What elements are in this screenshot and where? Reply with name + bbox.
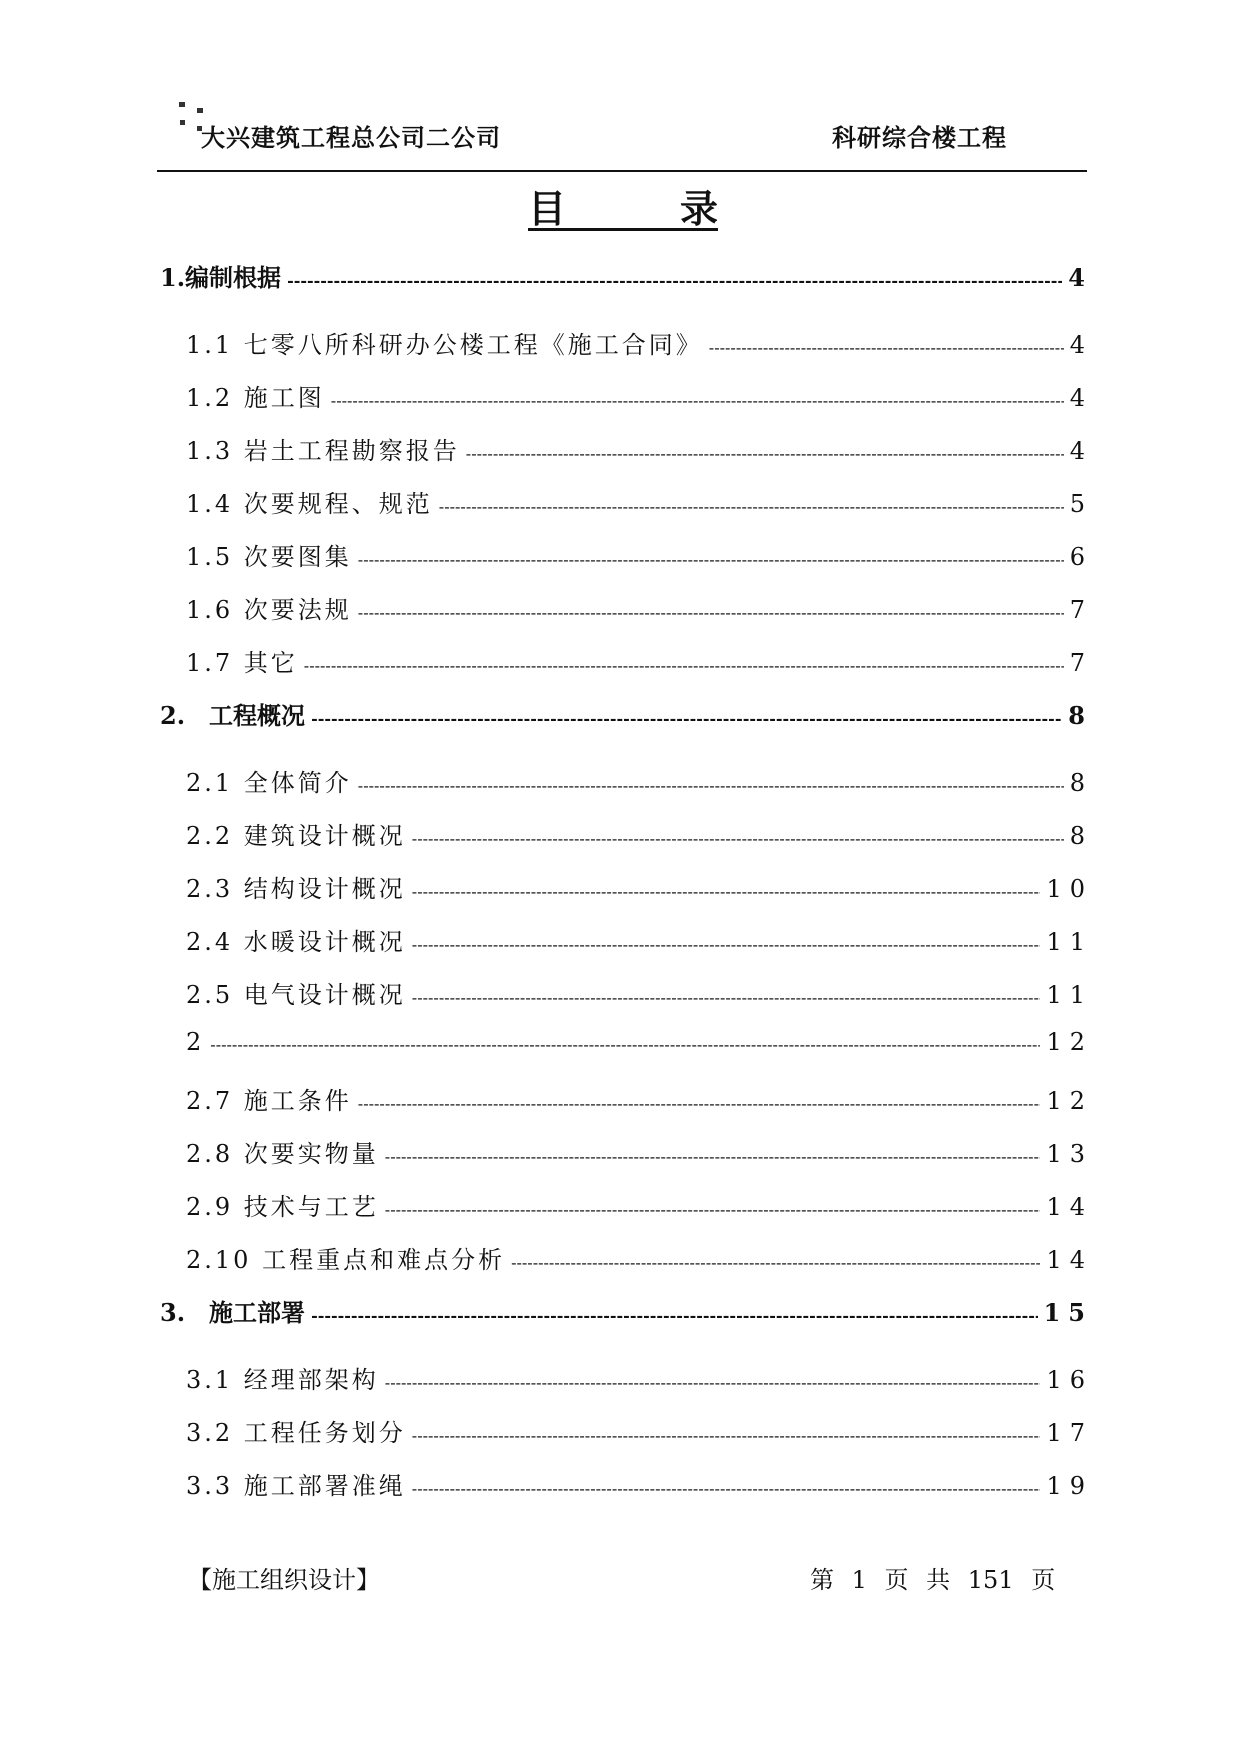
toc-entry-label: 2.3 结构设计概况 [186, 875, 406, 903]
toc-page-number: 6 [1069, 543, 1093, 571]
toc-entry-label: 2.8 次要实物量 [186, 1140, 379, 1168]
toc-entry-label: 1.4 次要规程、规范 [186, 490, 433, 518]
toc-page-number: 4 [1069, 331, 1093, 359]
toc-page-number: 11 [1046, 981, 1093, 1009]
toc-subsection-row[interactable] [160, 869, 1093, 922]
toc-entry-label: 1.5 次要图集 [186, 543, 352, 571]
toc-entry-label: 2 [186, 1028, 205, 1056]
toc-page-number: 8 [1069, 822, 1093, 850]
toc-entry-label: 1.1 七零八所科研办公楼工程《施工合同》 [186, 331, 703, 359]
toc-dot-leader [385, 1202, 1041, 1218]
toc-subsection-row[interactable] [160, 325, 1093, 378]
toc-dot-leader [210, 1037, 1040, 1053]
toc-entry-label: 2.10 工程重点和难点分析 [186, 1246, 506, 1274]
toc-section-row[interactable] [160, 258, 1093, 325]
toc-subsection-row[interactable] [160, 1134, 1093, 1187]
toc-page-number: 7 [1069, 596, 1093, 624]
toc-entry-label: 2.2 建筑设计概况 [186, 822, 406, 850]
toc-dot-leader [439, 499, 1064, 515]
toc-subsection-row[interactable] [160, 1028, 1093, 1081]
toc-dot-leader [358, 778, 1064, 794]
footer-document-title: 【施工组织设计】 [188, 1566, 380, 1594]
toc-entry-label: 1.编制根据 [160, 263, 282, 292]
toc-dot-leader [412, 831, 1064, 847]
toc-entry-label: 3.2 工程任务划分 [186, 1419, 406, 1447]
toc-title: 目 录 [528, 186, 719, 231]
toc-subsection-row[interactable] [160, 590, 1093, 643]
toc-page-number: 7 [1069, 649, 1093, 677]
toc-subsection-row[interactable] [160, 922, 1093, 975]
toc-section-row[interactable] [160, 1293, 1093, 1360]
toc-dot-leader [412, 1481, 1041, 1497]
page-footer [188, 1560, 1088, 1600]
toc-page-number: 4 [1069, 437, 1093, 465]
toc-page-number: 8 [1069, 769, 1093, 797]
toc-dot-leader [385, 1375, 1041, 1391]
toc-subsection-row[interactable] [160, 643, 1093, 696]
toc-entry-label: 1.2 施工图 [186, 384, 325, 412]
toc-subsection-row[interactable] [160, 537, 1093, 590]
toc-entry-label: 3. 施工部署 [160, 1298, 306, 1327]
toc-page-number: 11 [1046, 928, 1093, 956]
toc-dot-leader [358, 605, 1064, 621]
toc-subsection-row[interactable] [160, 816, 1093, 869]
footer-page-number: 第 1 页 共 151 页 [810, 1566, 1056, 1594]
toc-page-number: 13 [1046, 1140, 1093, 1168]
toc-entry-label: 2.7 施工条件 [186, 1087, 352, 1115]
toc-page-number: 17 [1046, 1419, 1093, 1447]
toc-subsection-row[interactable] [160, 1413, 1093, 1466]
toc-section-row[interactable] [160, 696, 1093, 763]
toc-dot-leader [287, 273, 1062, 289]
toc-subsection-row[interactable] [160, 763, 1093, 816]
company-name: 大兴建筑工程总公司二公司 [201, 123, 501, 152]
toc-page-number: 5 [1069, 490, 1093, 518]
toc-dot-leader [358, 1096, 1041, 1112]
toc-subsection-row[interactable] [160, 431, 1093, 484]
toc-dot-leader [466, 446, 1064, 462]
toc-page-number: 4 [1068, 263, 1093, 292]
toc-entry-label: 3.3 施工部署准绳 [186, 1472, 406, 1500]
toc-page-number: 4 [1069, 384, 1093, 412]
toc-page-number: 12 [1046, 1028, 1093, 1056]
toc-dot-leader [412, 937, 1041, 953]
toc-dot-leader [709, 340, 1064, 356]
toc-entry-label: 2. 工程概况 [160, 701, 306, 730]
toc-entry-label: 2.9 技术与工艺 [186, 1193, 379, 1221]
toc-entry-label: 1.6 次要法规 [186, 596, 352, 624]
toc-dot-leader [412, 884, 1041, 900]
toc-entry-label: 1.7 其它 [186, 649, 298, 677]
toc-page-number: 16 [1046, 1366, 1093, 1394]
page-header [157, 100, 1087, 172]
toc-dot-leader [331, 393, 1064, 409]
toc-subsection-row[interactable] [160, 378, 1093, 431]
toc-dot-leader [412, 990, 1041, 1006]
toc-dot-leader [511, 1255, 1040, 1271]
toc-entry-label: 3.1 经理部架构 [186, 1366, 379, 1394]
project-name: 科研综合楼工程 [832, 123, 1007, 152]
toc-dot-leader [412, 1428, 1041, 1444]
toc-page-number: 14 [1046, 1193, 1093, 1221]
toc-page-number: 19 [1046, 1472, 1093, 1500]
toc-subsection-row[interactable] [160, 1466, 1093, 1519]
toc-dot-leader [358, 552, 1064, 568]
table-of-contents [160, 258, 1093, 1519]
toc-subsection-row[interactable] [160, 1240, 1093, 1293]
toc-dot-leader [304, 658, 1064, 674]
toc-entry-label: 2.5 电气设计概况 [186, 981, 406, 1009]
toc-page-number: 8 [1068, 701, 1093, 730]
toc-dot-leader [311, 1308, 1038, 1324]
toc-subsection-row[interactable] [160, 1187, 1093, 1240]
toc-page-number: 10 [1046, 875, 1093, 903]
toc-page-number: 12 [1046, 1087, 1093, 1115]
toc-page-number: 15 [1043, 1298, 1093, 1327]
toc-entry-label: 1.3 岩土工程勘察报告 [186, 437, 460, 465]
toc-page-number: 14 [1046, 1246, 1093, 1274]
toc-entry-label: 2.1 全体简介 [186, 769, 352, 797]
toc-entry-label: 2.4 水暖设计概况 [186, 928, 406, 956]
toc-subsection-row[interactable] [160, 1360, 1093, 1413]
toc-subsection-row[interactable] [160, 484, 1093, 537]
toc-subsection-row[interactable] [160, 975, 1093, 1028]
toc-subsection-row[interactable] [160, 1081, 1093, 1134]
toc-dot-leader [311, 711, 1062, 727]
toc-dot-leader [385, 1149, 1041, 1165]
